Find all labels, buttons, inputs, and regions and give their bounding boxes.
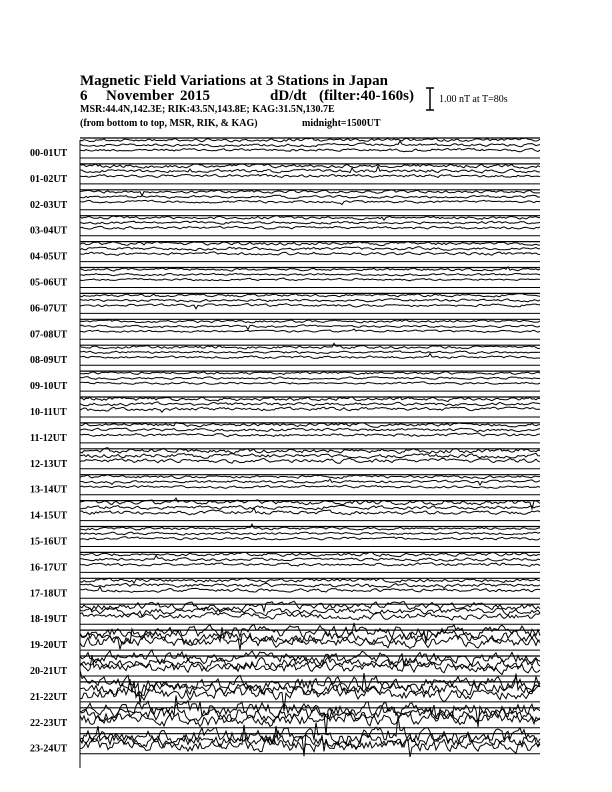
trace-row-11-12UT — [30, 422, 540, 444]
trace-KAG — [80, 372, 540, 375]
trace-row-05-06UT — [30, 267, 540, 289]
trace-row-20-21UT — [30, 650, 540, 677]
trace-row-02-03UT — [30, 190, 540, 211]
trace-KAG — [80, 343, 540, 349]
trace-RIK — [80, 141, 540, 147]
row-time-label: 00-01UT — [30, 148, 68, 159]
date-year: 2015 — [180, 88, 210, 104]
filter-label: (filter:40-160s) — [319, 88, 414, 104]
date-month: November — [106, 88, 175, 104]
row-time-label: 02-03UT — [30, 199, 68, 211]
row-time-label: 17-18UT — [30, 588, 68, 600]
trace-RIK — [80, 377, 540, 380]
trace-MSR — [80, 612, 540, 620]
trace-RIK — [80, 479, 540, 485]
trace-RIK — [80, 453, 540, 458]
trace-row-12-13UT — [30, 448, 540, 470]
trace-MSR — [80, 252, 540, 256]
trace-MSR — [80, 200, 540, 204]
trace-MSR — [80, 304, 540, 309]
trace-RIK — [80, 221, 540, 224]
trace-RIK — [80, 351, 540, 354]
trace-KAG — [80, 190, 540, 196]
row-time-label: 23-24UT — [30, 743, 68, 755]
row-time-label: 16-17UT — [30, 562, 68, 574]
trace-row-14-15UT — [30, 498, 540, 522]
trace-row-15-16UT — [30, 524, 540, 547]
row-time-label: 04-05UT — [30, 251, 68, 263]
trace-row-06-07UT — [30, 293, 540, 314]
trace-row-00-01UT — [30, 138, 540, 159]
trace-RIK — [80, 428, 540, 431]
trace-MSR — [80, 407, 540, 412]
row-time-label: 21-22UT — [30, 691, 68, 703]
row-time-label: 03-04UT — [30, 225, 68, 237]
row-time-label: 22-23UT — [30, 717, 68, 729]
trace-MSR — [80, 485, 540, 488]
trace-KAG — [80, 475, 540, 479]
trace-KAG — [80, 216, 540, 220]
row-time-label: 13-14UT — [30, 484, 68, 496]
trace-MSR — [80, 382, 540, 384]
trace-row-18-19UT — [30, 601, 540, 625]
trace-KAG — [80, 320, 540, 323]
trace-row-04-05UT — [30, 242, 540, 263]
trace-MSR — [80, 148, 540, 151]
trace-RIK — [80, 402, 540, 406]
station-order-note: (from bottom to top, MSR, RIK, & KAG) — [80, 118, 258, 129]
trace-KAG — [80, 670, 540, 704]
trace-KAG — [80, 294, 540, 297]
trace-MSR — [80, 174, 540, 177]
row-time-label: 06-07UT — [30, 303, 68, 315]
trace-RIK — [80, 556, 540, 562]
trace-row-16-17UT — [30, 552, 540, 573]
row-time-label: 07-08UT — [30, 329, 68, 341]
trace-row-03-04UT — [30, 216, 540, 237]
trace-KAG — [80, 164, 540, 168]
row-time-label: 19-20UT — [30, 640, 68, 652]
trace-RIK — [80, 505, 540, 509]
row-time-label: 18-19UT — [30, 614, 68, 626]
trace-MSR — [80, 278, 540, 281]
row-time-label: 12-13UT — [30, 458, 68, 470]
trace-MSR — [80, 226, 540, 229]
row-time-label: 09-10UT — [30, 381, 68, 393]
midnight-note: midnight=1500UT — [302, 118, 381, 129]
row-time-label: 08-09UT — [30, 355, 68, 367]
scale-bar-label: 1.00 nT at T=80s — [439, 94, 508, 105]
trace-RIK — [80, 532, 540, 535]
trace-MSR — [80, 537, 540, 540]
trace-MSR — [80, 433, 540, 437]
trace-row-13-14UT — [30, 475, 540, 496]
row-time-label: 10-11UT — [30, 407, 67, 418]
row-time-label: 11-12UT — [30, 432, 67, 444]
trace-MSR — [80, 354, 540, 359]
row-time-label: 01-02UT — [30, 173, 68, 185]
scale-bar — [426, 88, 434, 110]
trace-row-09-10UT — [30, 371, 540, 392]
trace-row-01-02UT — [30, 164, 540, 185]
trace-RIK — [80, 325, 540, 330]
trace-RIK — [80, 299, 540, 302]
trace-row-17-18UT — [30, 578, 540, 599]
trace-RIK — [80, 674, 540, 696]
row-time-label: 15-16UT — [30, 536, 68, 548]
trace-row-07-08UT — [30, 319, 540, 340]
quantity-label: dD/dt — [270, 88, 307, 104]
trace-row-23-24UT — [30, 716, 540, 757]
trace-RIK — [80, 195, 540, 198]
trace-row-19-20UT — [30, 623, 540, 651]
trace-MSR — [80, 563, 540, 566]
trace-MSR — [80, 587, 540, 593]
trace-MSR — [80, 329, 540, 332]
chart-title: Magnetic Field Variations at 3 Stations in Japan — [80, 73, 388, 89]
date-day: 6 — [80, 88, 88, 104]
trace-KAG — [80, 242, 540, 246]
row-time-label: 20-21UT — [30, 666, 68, 677]
trace-RIK — [80, 247, 540, 251]
trace-rows — [30, 138, 540, 768]
trace-row-08-09UT — [30, 343, 540, 366]
trace-row-10-11UT — [30, 397, 540, 418]
trace-RIK — [80, 273, 540, 276]
station-coordinates: MSR:44.4N,142.3E; RIK:43.5N,143.8E; KAG:31.5N,130.7E — [80, 104, 335, 115]
row-time-label: 05-06UT — [30, 277, 68, 289]
row-time-label: 14-15UT — [30, 510, 68, 522]
trace-MSR — [80, 458, 540, 463]
trace-KAG — [80, 498, 540, 509]
trace-RIK — [80, 583, 540, 588]
